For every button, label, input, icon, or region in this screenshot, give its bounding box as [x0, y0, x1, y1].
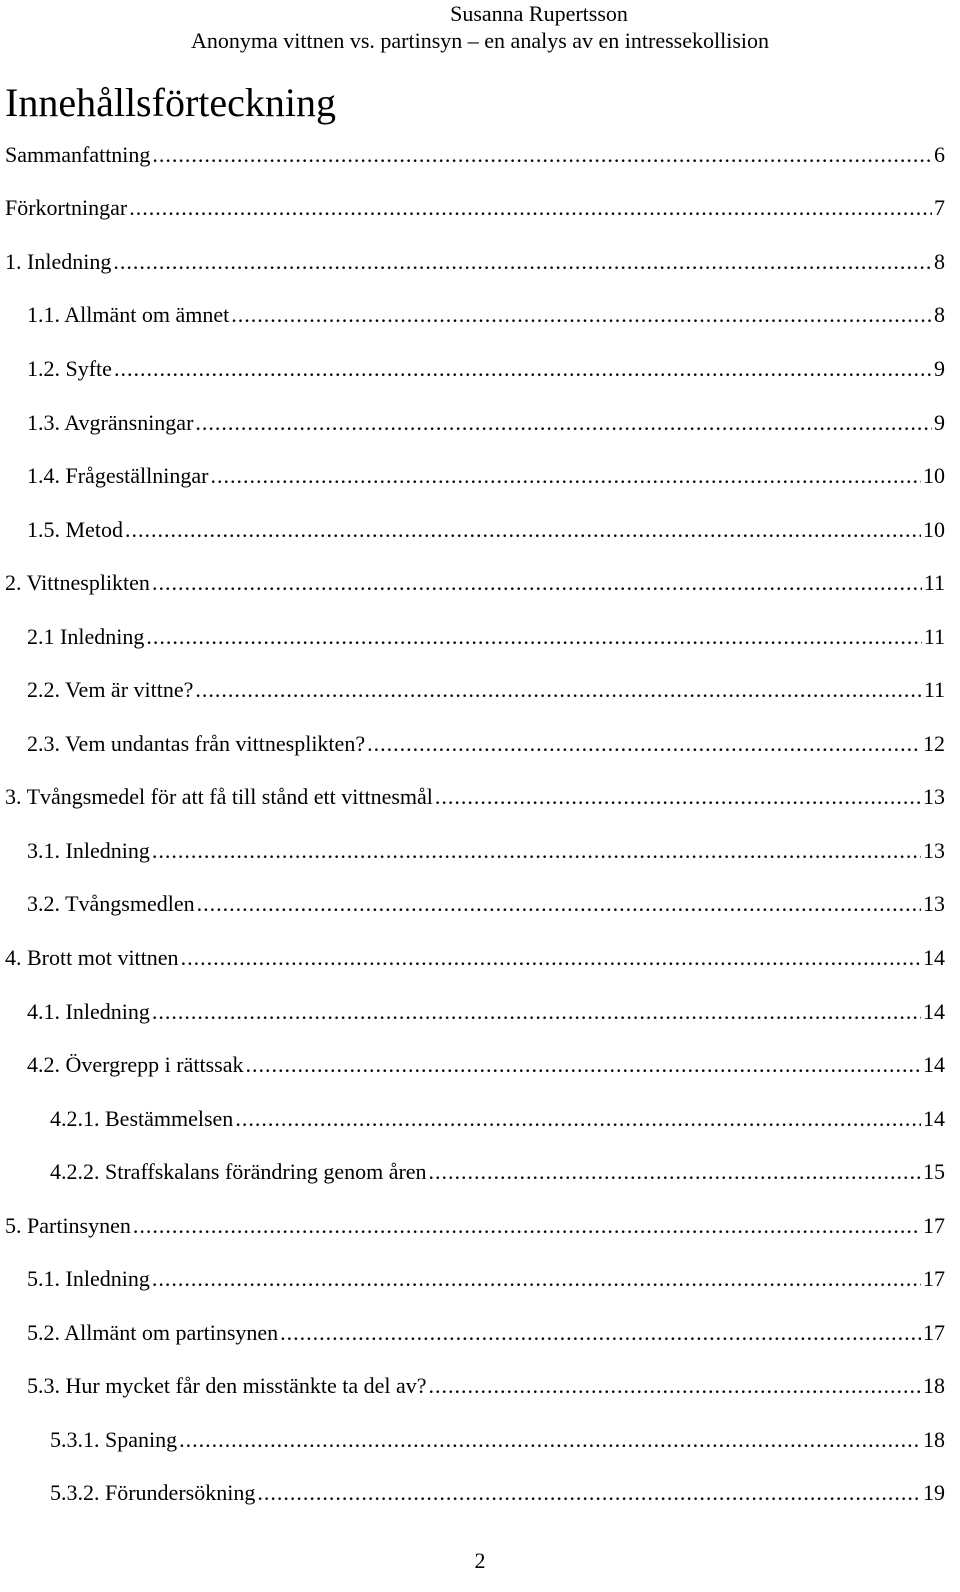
toc-dot-leader: [195, 677, 921, 703]
toc-entry-title: 1.4. Frågeställningar: [27, 463, 209, 489]
toc-entry[interactable]: [0, 1413, 960, 1467]
toc-dot-leader: [210, 463, 921, 489]
toc-dot-leader: [179, 1427, 921, 1453]
toc-entry-title: 5.3.1. Spaning: [50, 1426, 178, 1452]
toc-dot-leader: [146, 624, 921, 650]
toc-entry-title: 3. Tvångsmedel för att få till stånd ett vittnesmål: [5, 784, 433, 810]
toc-entry-page: 19: [923, 1480, 945, 1506]
toc-dot-leader: [152, 1266, 921, 1292]
toc-dot-leader: [231, 302, 932, 328]
toc-entry-page: 11: [923, 623, 945, 649]
toc-entry[interactable]: [0, 1145, 960, 1199]
toc-dot-leader: [152, 838, 921, 864]
toc-entry[interactable]: [0, 878, 960, 932]
toc-entry-page: 8: [934, 302, 945, 328]
toc-dot-leader: [114, 356, 932, 382]
toc-dot-leader: [429, 1159, 921, 1185]
toc-dot-leader: [152, 142, 932, 168]
header-document-title: Anonyma vittnen vs. partinsyn – en analys av en intressekollision: [190, 28, 769, 53]
toc-entry[interactable]: [0, 182, 960, 236]
toc-entry[interactable]: [0, 1199, 960, 1253]
toc-entry-page: 13: [923, 837, 945, 863]
toc-entry-title: 2. Vittnesplikten: [5, 570, 150, 596]
toc-entry-page: 18: [923, 1426, 945, 1452]
toc-entry[interactable]: [0, 449, 960, 503]
toc-dot-leader: [125, 517, 921, 543]
toc-entry-page: 17: [923, 1266, 945, 1292]
toc-entry-page: 17: [923, 1319, 945, 1345]
toc-entry-title: 5.3. Hur mycket får den misstänkte ta del av?: [27, 1373, 427, 1399]
toc-entry-title: 4.2.1. Bestämmelsen: [50, 1105, 234, 1131]
toc-entry-title: 5.1. Inledning: [27, 1266, 150, 1292]
toc-dot-leader: [181, 945, 921, 971]
toc-entry-title: Sammanfattning: [5, 141, 151, 167]
toc-entry[interactable]: [0, 1360, 960, 1414]
toc-dot-leader: [129, 195, 932, 221]
toc-entry-title: 3.2. Tvångsmedlen: [27, 891, 195, 917]
toc-entry-title: 5.3.2. Förundersökning: [50, 1480, 256, 1506]
toc-entry-title: Förkortningar: [5, 195, 128, 221]
toc-entry[interactable]: [0, 1467, 960, 1521]
toc-dot-leader: [197, 891, 921, 917]
toc-entry-page: 10: [923, 516, 945, 542]
toc-entry-page: 11: [923, 677, 945, 703]
toc-entry[interactable]: [0, 1092, 960, 1146]
toc-entry-page: 7: [934, 195, 945, 221]
toc-dot-leader: [152, 999, 921, 1025]
page-number: 2: [474, 1548, 486, 1573]
toc-dot-leader: [113, 249, 932, 275]
toc-entry[interactable]: [0, 1306, 960, 1360]
toc-entry-page: 9: [934, 355, 945, 381]
toc-dot-leader: [195, 410, 932, 436]
toc-entry-page: 14: [923, 1105, 945, 1131]
toc-entry[interactable]: [0, 503, 960, 557]
toc-entry-page: 11: [923, 570, 945, 596]
toc-entry-page: 12: [923, 730, 945, 756]
toc-entry[interactable]: [0, 771, 960, 825]
toc-entry-title: 1.2. Syfte: [27, 355, 112, 381]
toc-entry-page: 6: [934, 141, 945, 167]
toc-entry-title: 2.1 Inledning: [27, 623, 145, 649]
header-author: Susanna Rupertsson: [450, 1, 628, 26]
toc-entry-page: 14: [923, 944, 945, 970]
toc-entry-page: 18: [923, 1373, 945, 1399]
toc-entry[interactable]: [0, 985, 960, 1039]
running-header: [0, 0, 960, 54]
toc-entry[interactable]: [0, 1038, 960, 1092]
toc-entry[interactable]: [0, 289, 960, 343]
table-of-contents: [0, 128, 960, 1520]
toc-dot-leader: [280, 1320, 921, 1346]
toc-entry-page: 10: [923, 463, 945, 489]
toc-entry[interactable]: [0, 610, 960, 664]
toc-entry-title: 4.2.2. Straffskalans förändring genom åren: [50, 1159, 427, 1185]
toc-dot-leader: [367, 731, 921, 757]
toc-dot-leader: [429, 1373, 921, 1399]
toc-entry-title: 4.1. Inledning: [27, 998, 150, 1024]
toc-entry[interactable]: [0, 235, 960, 289]
toc-entry-title: 4. Brott mot vittnen: [5, 944, 179, 970]
toc-entry[interactable]: [0, 396, 960, 450]
toc-entry-title: 4.2. Övergrepp i rättssak: [27, 1052, 244, 1078]
toc-entry-page: 17: [923, 1212, 945, 1238]
toc-entry-title: 1.1. Allmänt om ämnet: [27, 302, 230, 328]
toc-entry-page: 9: [934, 409, 945, 435]
toc-entry-title: 5. Partinsynen: [5, 1212, 131, 1238]
toc-entry[interactable]: [0, 1252, 960, 1306]
toc-entry-title: 2.2. Vem är vittne?: [27, 677, 194, 703]
toc-entry-title: 1.3. Avgränsningar: [27, 409, 194, 435]
toc-dot-leader: [435, 784, 921, 810]
toc-entry[interactable]: [0, 663, 960, 717]
toc-entry[interactable]: [0, 128, 960, 182]
toc-dot-leader: [133, 1213, 921, 1239]
toc-entry-title: 5.2. Allmänt om partinsynen: [27, 1319, 279, 1345]
toc-heading: Innehållsförteckning: [5, 80, 336, 125]
toc-entry-title: 1. Inledning: [5, 248, 112, 274]
toc-entry-page: 13: [923, 784, 945, 810]
toc-entry[interactable]: [0, 717, 960, 771]
toc-entry-page: 13: [923, 891, 945, 917]
toc-entry[interactable]: [0, 824, 960, 878]
toc-dot-leader: [235, 1106, 921, 1132]
toc-entry-title: 2.3. Vem undantas från vittnesplikten?: [27, 730, 366, 756]
toc-entry-page: 8: [934, 248, 945, 274]
toc-entry[interactable]: [0, 556, 960, 610]
toc-entry-title: 3.1. Inledning: [27, 837, 150, 863]
toc-entry-title: 1.5. Metod: [27, 516, 123, 542]
toc-dot-leader: [257, 1480, 921, 1506]
toc-dot-leader: [152, 570, 922, 596]
toc-entry[interactable]: [0, 931, 960, 985]
toc-entry-page: 15: [923, 1159, 945, 1185]
toc-entry-page: 14: [923, 1052, 945, 1078]
toc-entry-page: 14: [923, 998, 945, 1024]
toc-entry[interactable]: [0, 342, 960, 396]
toc-dot-leader: [246, 1052, 922, 1078]
